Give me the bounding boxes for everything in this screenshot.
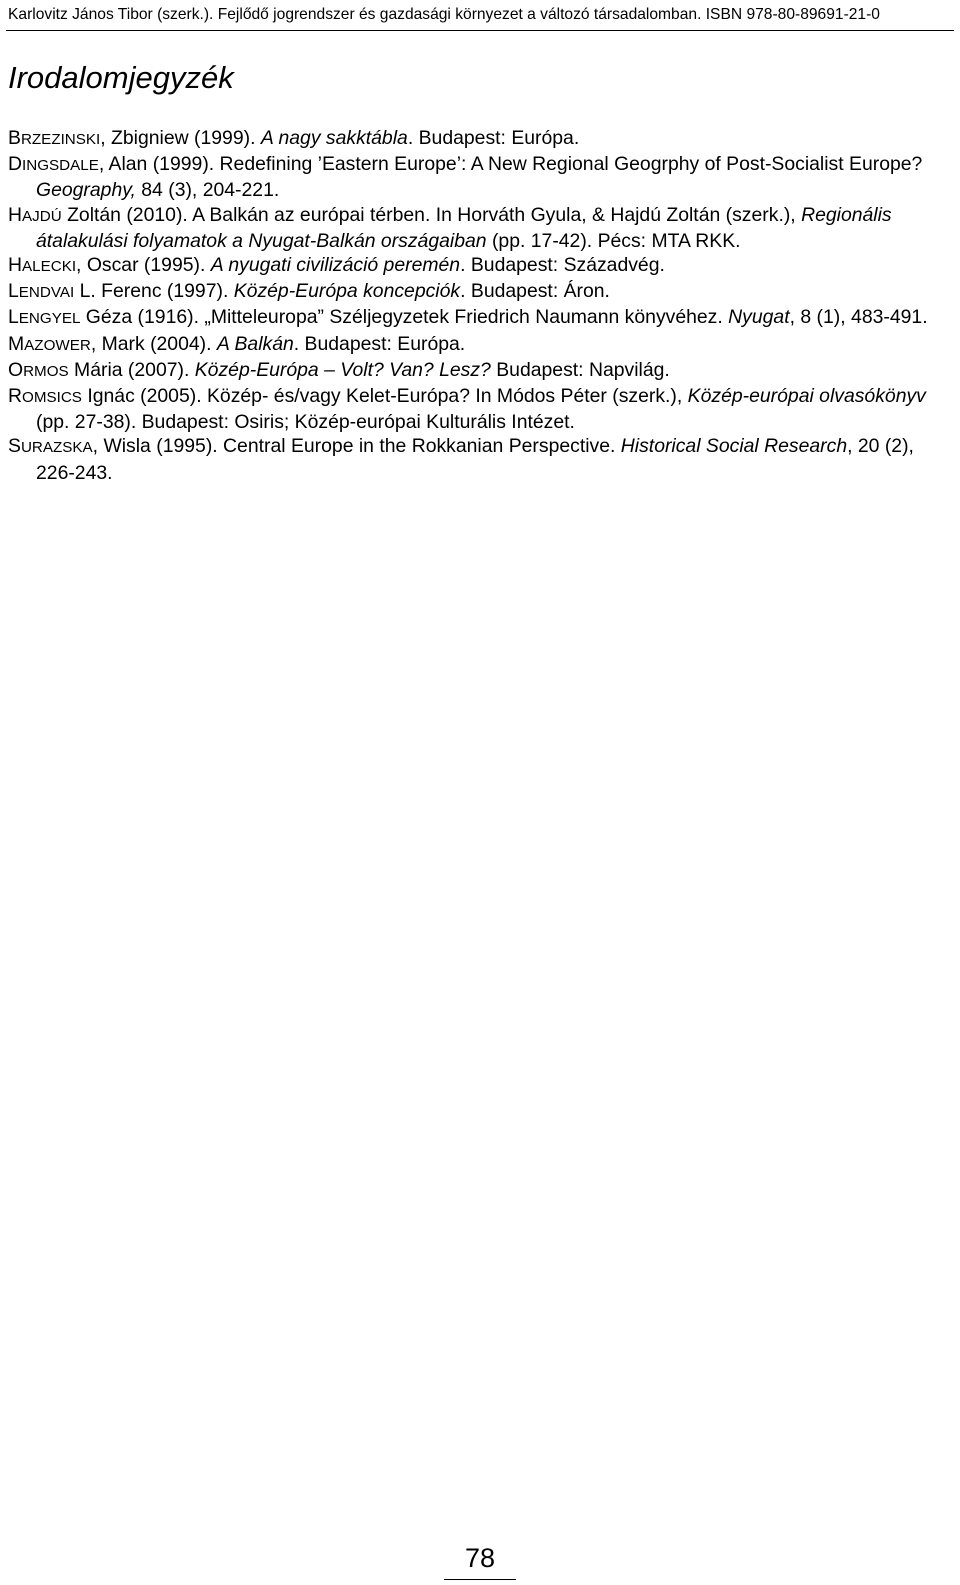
reference-entry (8, 305, 953, 331)
reference-text: Zoltán (2010). A Balkán az európai térben. In Horváth Gyula, & Hajdú Zoltán (szerk.), (61, 203, 802, 226)
reference-text: Mária (2007). (68, 358, 195, 381)
reference-text: , 8 (1), 483-491. (789, 306, 928, 329)
reference-title-italic: Nyugat (728, 306, 790, 329)
reference-entry (8, 152, 953, 202)
reference-text: Ignác (2005). Közép- és/vagy Kelet-Európa? In Módos Péter (szerk.), (81, 385, 688, 408)
reference-title-italic: Közép-Európa – Volt? Van? Lesz? (194, 358, 491, 381)
reference-text: , 20 (2), 226-243. (36, 435, 914, 484)
reference-text: (pp. 17-42). Pécs: MTA RKK. (486, 229, 741, 252)
reference-author-initial: M (8, 332, 25, 355)
reference-entry (8, 384, 953, 434)
page-number: 78 (464, 1543, 496, 1573)
reference-text: . Budapest: Áron. (460, 280, 610, 303)
reference-author-surname: RZEZINSKI (20, 131, 101, 148)
reference-text: , Wisla (1995). Central Europe in the Rokkanian Perspective. (92, 435, 621, 458)
reference-author-initial: L (8, 306, 19, 329)
reference-text: , Mark (2004). (90, 332, 217, 355)
reference-author-initial: H (8, 254, 23, 277)
reference-entry (8, 126, 953, 152)
reference-text: Budapest: Napvilág. (490, 358, 670, 381)
reference-author-initial: H (8, 203, 23, 226)
reference-author-surname: ALECKI (22, 258, 77, 276)
reference-entry (8, 253, 953, 279)
reference-author-surname: AZOWER (24, 336, 91, 354)
reference-title-italic: Historical Social Research (620, 435, 848, 458)
reference-title-italic: Geography, (36, 179, 136, 202)
reference-title-italic: Regionális átalakulási folyamatok a Nyugat-Balkán országaiban (36, 203, 892, 252)
reference-title-italic: A nyugati civilizáció peremén (210, 254, 461, 277)
reference-text: 84 (3), 204-221. (135, 179, 280, 202)
header-rule (6, 30, 954, 31)
reference-title-italic: A nagy sakktábla (260, 127, 408, 149)
reference-list (8, 126, 953, 485)
reference-author-surname: INGSDALE (22, 157, 99, 175)
reference-title-italic: A Balkán (216, 332, 294, 355)
running-header: Karlovitz János Tibor (szerk.). Fejlődő jogrendszer és gazdasági környezet a változó társadalomban. ISBN 978-80-89691-21-0 (8, 6, 880, 23)
reference-author-surname: ENDVAI (18, 284, 75, 302)
reference-entry (8, 332, 953, 358)
reference-author-initial: B (8, 127, 21, 149)
reference-text: . Budapest: Európa. (293, 332, 466, 355)
reference-text: . Budapest: Századvég. (460, 254, 665, 277)
reference-text: . Budapest: Európa. (407, 127, 580, 149)
footer-rule (444, 1579, 516, 1580)
reference-text: Géza (1916). „Mitteleuropa” Széljegyzetek Friedrich Naumann könyvéhez. (80, 306, 729, 329)
reference-author-surname: URAZSKA (20, 439, 93, 457)
reference-entry (8, 358, 953, 384)
reference-author-surname: OMSICS (22, 389, 82, 407)
reference-author-initial: R (8, 385, 23, 408)
reference-text: , Alan (1999). Redefining ’Eastern Europe’: A New Regional Geogrphy of Post-Socialist Europe? (98, 153, 923, 176)
reference-author-initial: S (8, 435, 21, 458)
section-title: Irodalomjegyzék (8, 60, 234, 95)
reference-author-surname: AJDÚ (22, 207, 62, 225)
reference-text: L. Ferenc (1997). (74, 280, 234, 303)
reference-author-initial: D (8, 153, 23, 176)
reference-author-surname: RMOS (23, 362, 69, 380)
reference-text: , Oscar (1995). (76, 254, 211, 277)
reference-entry (8, 434, 953, 484)
reference-author-surname: ENGYEL (18, 310, 81, 328)
reference-entry (8, 203, 953, 253)
reference-text: , Zbigniew (1999). (100, 127, 261, 149)
reference-author-initial: L (8, 280, 19, 303)
reference-entry (8, 279, 953, 305)
reference-text: (pp. 27-38). Budapest: Osiris; Közép-európai Kulturális Intézet. (36, 411, 575, 434)
reference-title-italic: Közép-Európa koncepciók (233, 280, 461, 303)
reference-title-italic: Közép-európai olvasókönyv (687, 385, 926, 408)
reference-author-initial: O (8, 358, 24, 381)
